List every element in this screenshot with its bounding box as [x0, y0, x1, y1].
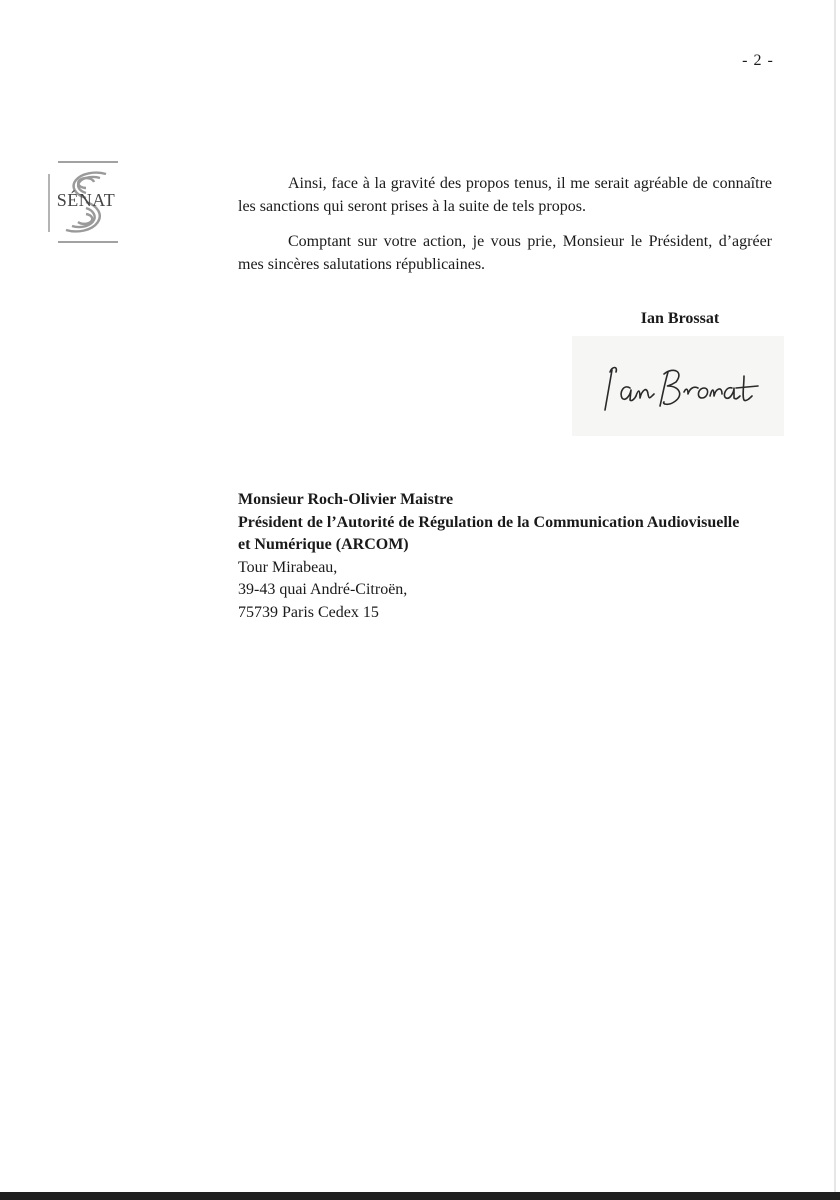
- bottom-edge: [0, 1192, 840, 1200]
- senat-logo-text: SÉNAT: [56, 190, 116, 210]
- recipient-name: Monsieur Roch-Olivier Maistre: [238, 491, 454, 508]
- handwritten-signature: [572, 336, 784, 436]
- signer-name: Ian Brossat: [640, 310, 720, 327]
- body-paragraph-2: Comptant sur votre action, je vous prie, Monsieur le Président, d’agréer mes sincères salutations républicaines.: [238, 233, 772, 273]
- recipient-title-line-2: et Numérique (ARCOM): [238, 536, 409, 553]
- recipient-address-block: [238, 489, 798, 624]
- body-paragraph-1: Ainsi, face à la gravité des propos tenus, il me serait agréable de connaître les sanctions qui seront prises à la suite de tels propos.: [238, 175, 772, 215]
- senat-logo: [48, 160, 124, 244]
- recipient-title-line-1: Président de l’Autorité de Régulation de la Communication Audiovisuelle: [238, 513, 740, 531]
- page-number: - 2 -: [742, 52, 774, 69]
- senat-logo-graphic: [48, 160, 124, 244]
- address-line-2: 39-43 quai André-Citroën,: [238, 581, 408, 598]
- signature-image: [572, 336, 784, 436]
- letter-body: [238, 172, 772, 276]
- address-line-3: 75739 Paris Cedex 15: [238, 603, 379, 621]
- address-line-1: Tour Mirabeau,: [238, 558, 338, 576]
